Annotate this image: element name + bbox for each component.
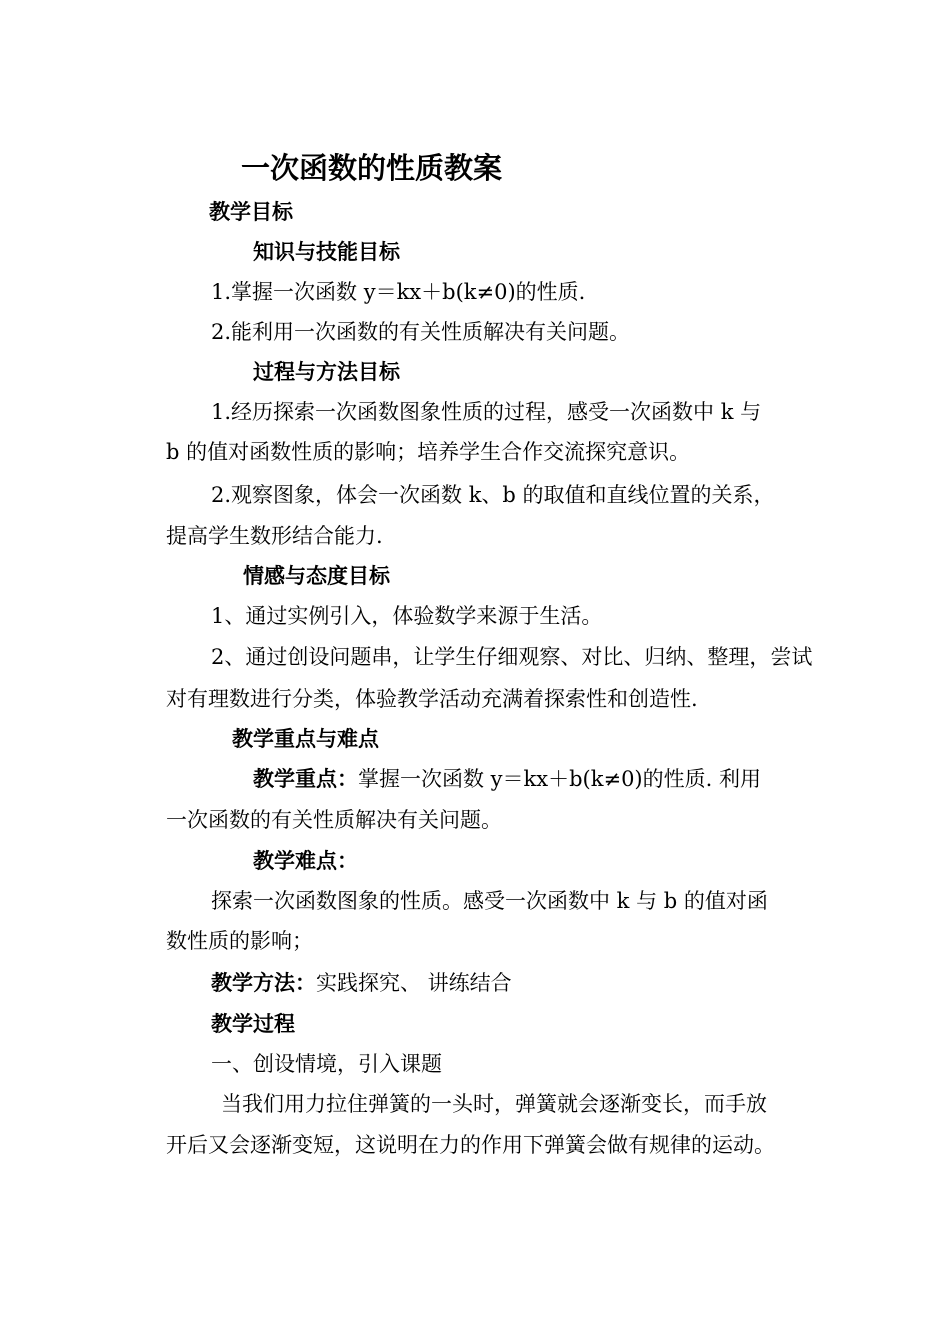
knowledge-item-2: 2.能利用一次函数的有关性质解决有关问题。 — [211, 320, 631, 344]
keypoint-line1 — [253, 765, 761, 793]
section1-line2: 开后又会逐渐变短，这说明在力的作用下弹簧会做有规律的运动。 — [166, 1133, 775, 1157]
keypoint-label: 教学重点： — [253, 767, 358, 791]
method-label: 教学方法： — [211, 971, 316, 995]
difficulty-line2: 数性质的影响； — [166, 929, 313, 953]
emotion-item-2-line1: 2、通过创设问题串，让学生仔细观察、对比、归纳、整理，尝试 — [211, 645, 813, 669]
emotion-heading: 情感与态度目标 — [243, 564, 390, 588]
keypoints-heading: 教学重点与难点 — [232, 727, 379, 751]
method-line — [211, 969, 512, 997]
knowledge-item-1: 1.掌握一次函数 y＝kx＋b(k≠0)的性质. — [211, 280, 586, 304]
section1-heading: 一、创设情境，引入课题 — [211, 1052, 442, 1076]
emotion-item-2-line2: 对有理数进行分类，体验教学活动充满着探索性和创造性. — [166, 687, 698, 711]
process-item-2-line1: 2.观察图象，体会一次函数 k、b 的取值和直线位置的关系， — [211, 483, 775, 507]
process-item-2-line2: 提高学生数形结合能力. — [166, 524, 383, 548]
keypoint-line2: 一次函数的有关性质解决有关问题。 — [166, 808, 502, 832]
teaching-process-heading: 教学过程 — [211, 1012, 295, 1036]
process-item-1-line2: b 的值对函数性质的影响；培养学生合作交流探究意识。 — [166, 440, 691, 464]
process-item-1-line1: 1.经历探索一次函数图象性质的过程，感受一次函数中 k 与 — [211, 400, 762, 424]
objectives-heading: 教学目标 — [209, 200, 293, 224]
emotion-item-1: 1、通过实例引入，体验数学来源于生活。 — [211, 604, 603, 628]
page-title: 一次函数的性质教案 — [241, 151, 503, 185]
keypoint-text: 掌握一次函数 y＝kx＋b(k≠0)的性质. 利用 — [358, 767, 761, 791]
knowledge-heading: 知识与技能目标 — [253, 240, 400, 264]
section1-line1: 当我们用力拉住弹簧的一头时，弹簧就会逐渐变长，而手放 — [221, 1092, 767, 1116]
process-heading: 过程与方法目标 — [253, 360, 400, 384]
method-text: 实践探究、 讲练结合 — [316, 971, 512, 995]
difficulty-label: 教学难点： — [253, 849, 358, 873]
difficulty-line1: 探索一次函数图象的性质。感受一次函数中 k 与 b 的值对函 — [211, 889, 768, 913]
